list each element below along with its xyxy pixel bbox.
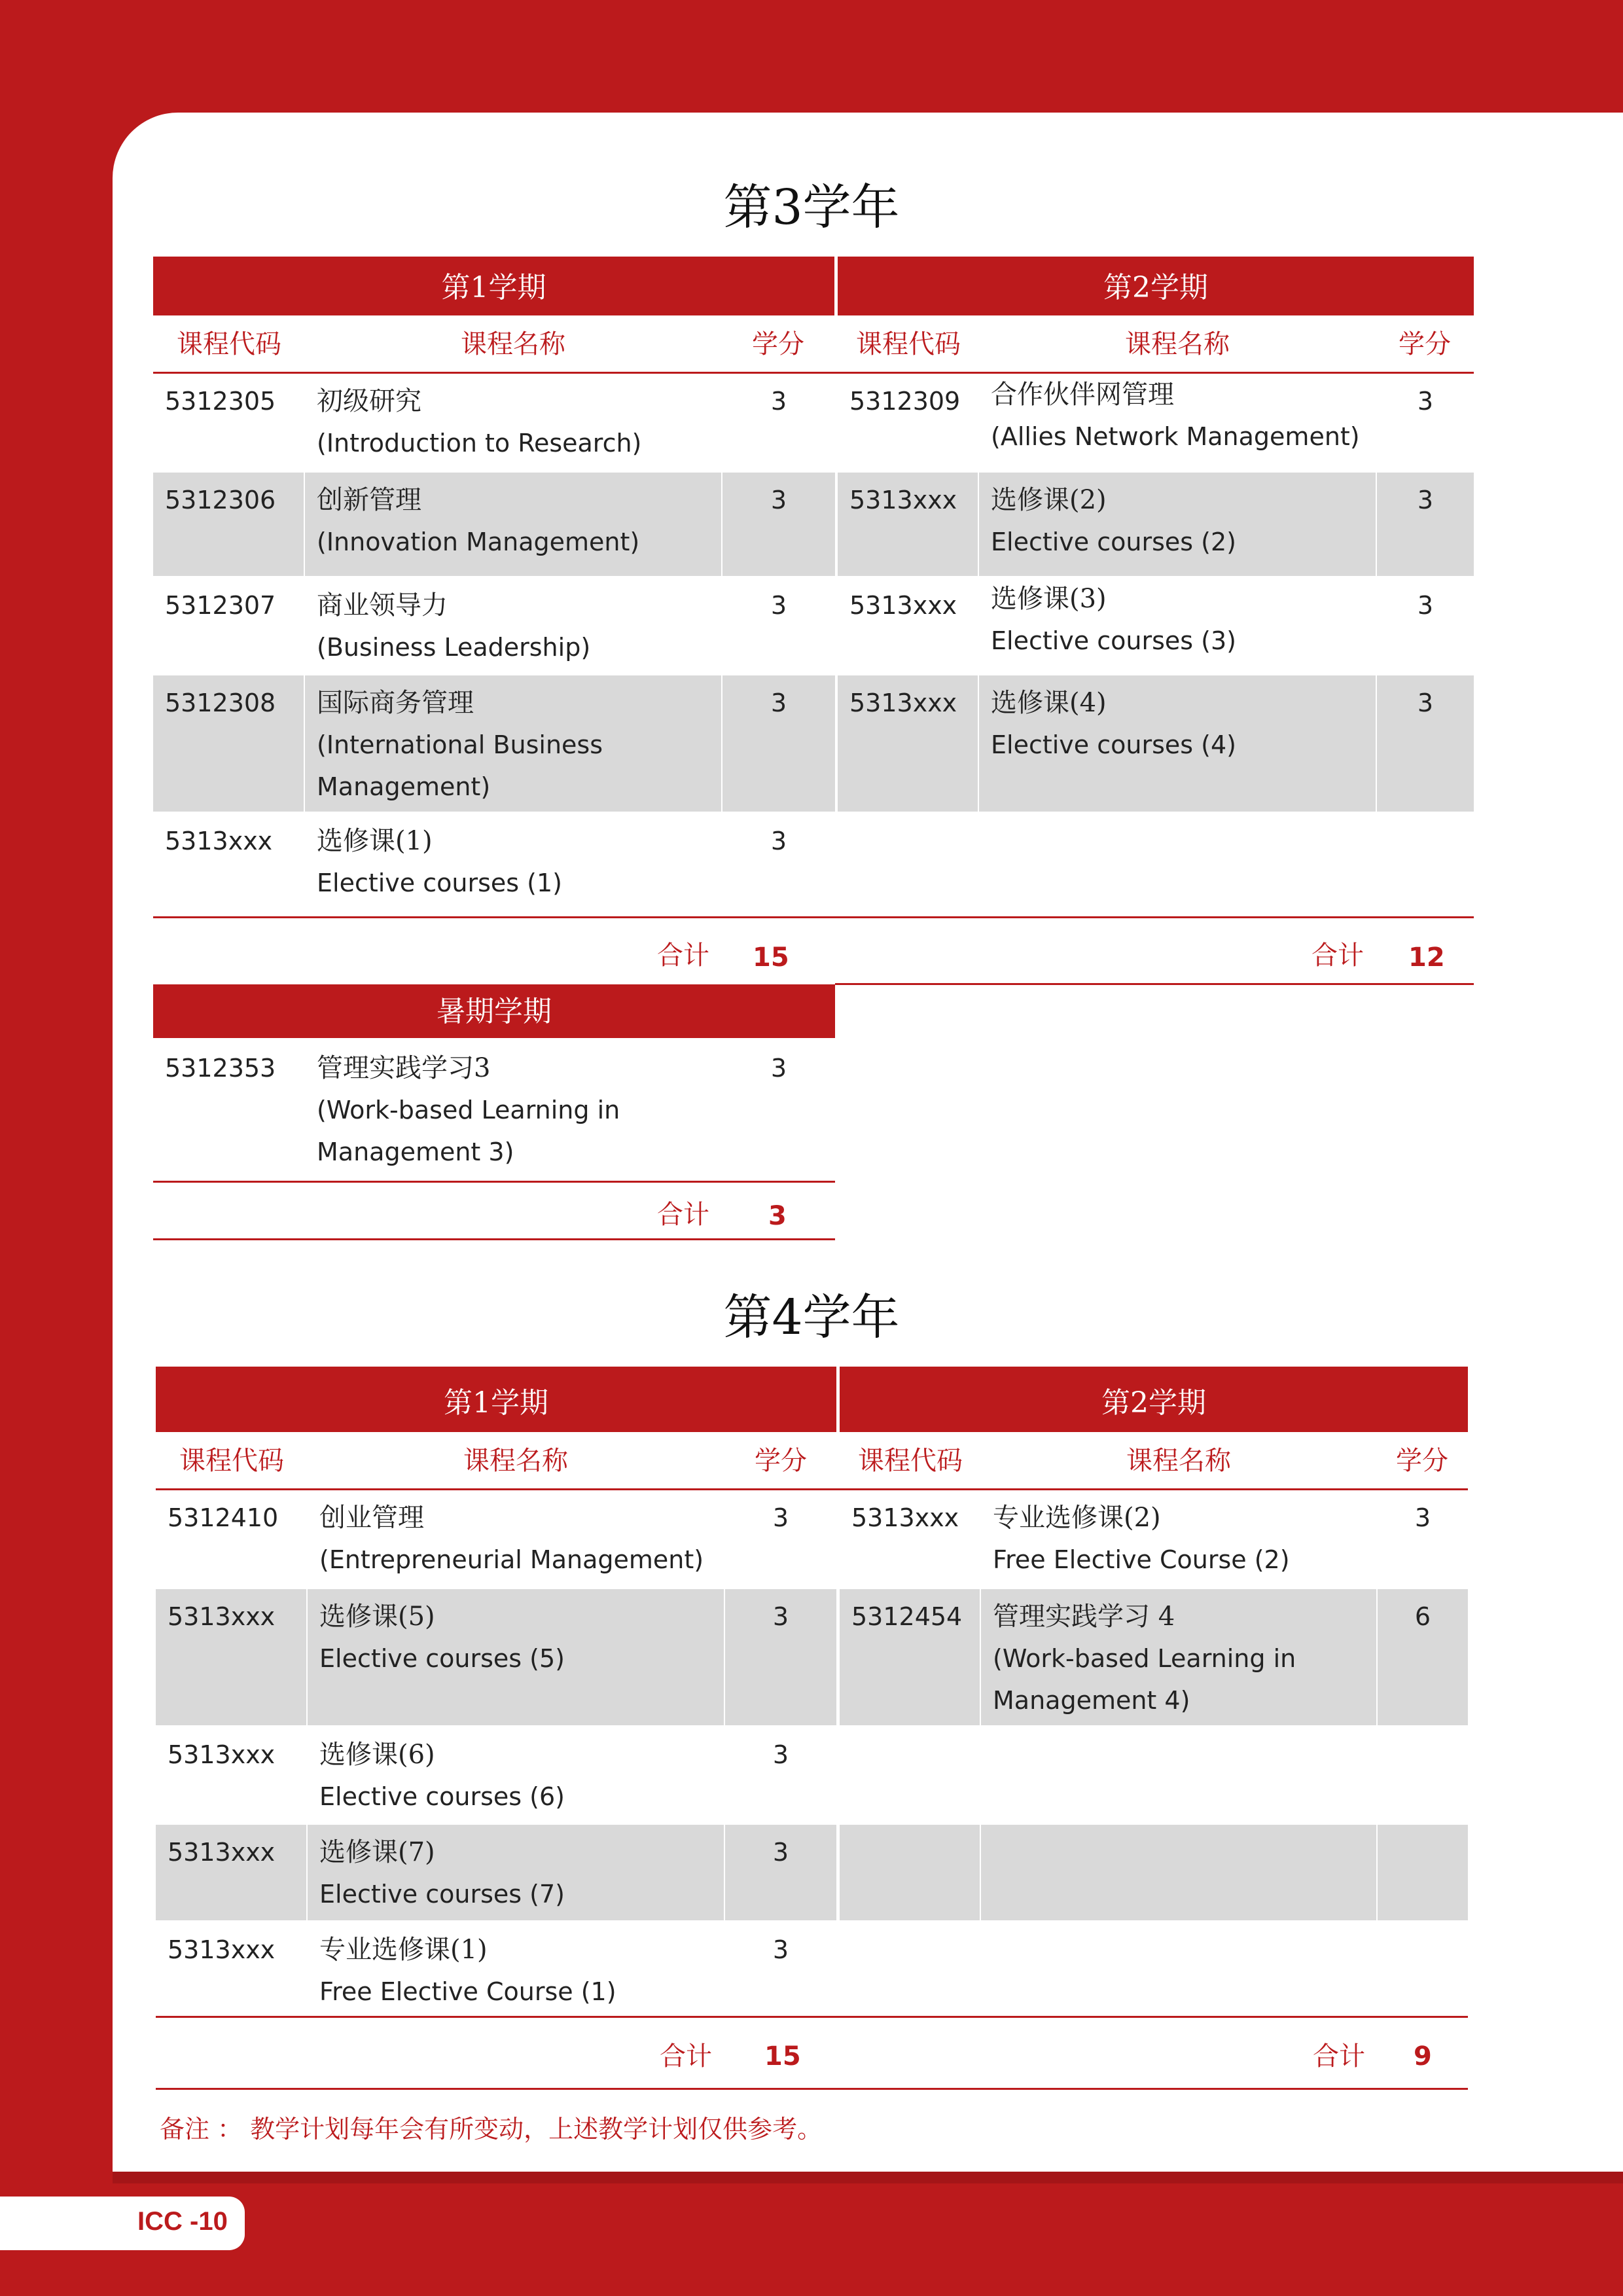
table-row	[156, 1727, 836, 1823]
course-name	[308, 1922, 724, 2015]
course-name-zh: 选修课(5)	[319, 1602, 435, 1632]
course-name	[308, 1825, 724, 1920]
page-number: ICC -10	[137, 2207, 228, 2236]
table-row-empty	[840, 1825, 1468, 1920]
year4-sem2-header: 第2学期	[840, 1367, 1468, 1432]
course-code: 5313xxx	[851, 1503, 959, 1532]
table-row	[153, 374, 835, 471]
course-name	[308, 1589, 724, 1725]
course-name-zh: 专业选修课(1)	[319, 1935, 488, 1965]
year4-sem2-col-name: 课程名称	[1126, 1446, 1231, 1476]
course-code: 5312308	[153, 675, 304, 812]
course-name-en: (International Business Management)	[317, 730, 603, 801]
year4-sem1-header: 第1学期	[156, 1367, 836, 1432]
course-name-zh: 商业领导力	[317, 590, 448, 620]
year3-sem1-total: 15	[753, 942, 789, 973]
course-credit: 3	[772, 1935, 789, 1964]
course-name	[305, 814, 721, 915]
course-credit: 3	[725, 1825, 836, 1920]
course-credit: 3	[725, 1589, 836, 1725]
year3-summer-total: 3	[768, 1201, 787, 1231]
course-name-en: Free Elective Course (1)	[319, 1977, 616, 2006]
course-name-en: Elective courses (6)	[319, 1782, 565, 1811]
course-credit: 3	[770, 1054, 787, 1083]
year3-sem1-total-label: 合计	[657, 941, 709, 971]
course-name-en: (Innovation Management)	[317, 528, 640, 556]
year4-sem1-col-credit: 学分	[755, 1446, 807, 1476]
year3-summer-header: 暑期学期	[153, 984, 835, 1038]
year3-sem2-header: 第2学期	[838, 257, 1474, 315]
course-code: 5312305	[165, 387, 276, 416]
course-credit: 3	[1377, 675, 1474, 812]
course-name-en: (Introduction to Research)	[317, 429, 642, 457]
table-row	[838, 473, 1474, 576]
course-name-zh: 选修课(7)	[319, 1837, 435, 1867]
table-row	[153, 578, 835, 673]
course-name-en: Free Elective Course (2)	[993, 1545, 1290, 1574]
year4-sem2-total-label: 合计	[1313, 2041, 1365, 2072]
course-name-zh: 选修课(3)	[991, 584, 1107, 614]
course-name-zh: 选修课(1)	[317, 826, 433, 856]
table-row	[156, 1825, 836, 1920]
year3-sem1-header: 第1学期	[153, 257, 834, 315]
course-name-zh: 合作伙伴网管理	[991, 380, 1174, 410]
course-name-zh: 国际商务管理	[317, 688, 474, 718]
course-name-en: Elective courses (2)	[991, 528, 1236, 556]
course-name	[305, 1041, 721, 1179]
course-credit: 3	[722, 675, 835, 812]
course-name-en: Elective courses (1)	[317, 869, 562, 897]
course-name-en: (Business Leadership)	[317, 633, 591, 662]
year4-sem2-col-credit: 学分	[1396, 1446, 1448, 1476]
course-credit: 3	[770, 591, 787, 620]
year4-sem1-total: 15	[764, 2041, 801, 2072]
course-name-zh: 初级研究	[317, 386, 421, 416]
course-code: 5313xxx	[168, 1740, 276, 1769]
year3-summer-rule	[153, 1181, 835, 1183]
course-code: 5313xxx	[165, 827, 273, 855]
year4-sem2-total: 9	[1414, 2041, 1432, 2072]
course-name-zh: 创新管理	[317, 485, 421, 515]
year4-sem1-total-label: 合计	[660, 2041, 712, 2072]
course-name-zh: 选修课(2)	[991, 485, 1107, 515]
course-name	[979, 675, 1376, 812]
table-row	[838, 675, 1474, 812]
course-credit: 3	[772, 1503, 789, 1532]
course-name	[979, 473, 1376, 576]
course-name-en: Elective courses (4)	[991, 730, 1236, 759]
year3-summer-total-rule	[153, 1238, 835, 1240]
year3-sem1-col-code: 课程代码	[177, 329, 281, 359]
course-name-en: (Work-based Learning in Management 3)	[317, 1096, 620, 1166]
course-credit: 6	[1378, 1589, 1468, 1725]
table-row	[840, 1490, 1468, 1587]
table-row	[153, 1041, 835, 1179]
course-name-en: Elective courses (5)	[319, 1644, 565, 1673]
year3-title: 第3学年	[723, 179, 900, 236]
table-row	[156, 1490, 836, 1587]
year3-sem2-total: 12	[1408, 942, 1445, 973]
course-name	[305, 374, 721, 471]
course-credit: 3	[1417, 591, 1434, 620]
empty-cell	[1378, 1825, 1468, 1920]
course-credit: 3	[770, 827, 787, 855]
table-row	[156, 1922, 836, 2015]
course-name	[979, 374, 1376, 471]
card-shadow	[113, 2172, 1623, 2183]
course-name	[305, 578, 721, 673]
course-name-zh: 选修课(4)	[991, 688, 1107, 718]
course-name	[308, 1490, 724, 1587]
course-credit: 3	[1417, 387, 1434, 416]
course-name-zh: 选修课(6)	[319, 1740, 435, 1770]
course-name-en: (Work-based Learning in Management 4)	[993, 1644, 1296, 1715]
table-row	[153, 675, 835, 812]
year4-total-rule-top	[156, 2016, 1468, 2018]
year3-total-rule-top	[153, 916, 1474, 918]
course-code: 5313xxx	[156, 1825, 306, 1920]
course-name-zh: 专业选修课(2)	[993, 1503, 1161, 1533]
course-credit: 3	[770, 387, 787, 416]
year3-sem2-col-code: 课程代码	[856, 329, 961, 359]
course-code: 5313xxx	[849, 591, 957, 620]
table-row	[838, 578, 1474, 673]
course-name-zh: 管理实践学习3	[317, 1053, 491, 1083]
course-name-en: Elective courses (3)	[991, 626, 1236, 655]
course-code: 5312410	[168, 1503, 279, 1532]
empty-cell	[840, 1825, 980, 1920]
course-name	[981, 1589, 1376, 1725]
course-credit: 3	[722, 473, 835, 576]
course-name	[305, 675, 721, 812]
course-name	[981, 1490, 1376, 1587]
course-code: 5312353	[165, 1054, 276, 1083]
table-row	[840, 1589, 1468, 1725]
course-code: 5312306	[153, 473, 304, 576]
year3-sem1-col-name: 课程名称	[461, 329, 565, 359]
course-code: 5313xxx	[838, 473, 978, 576]
course-credit: 3	[772, 1740, 789, 1769]
course-credit: 3	[1414, 1503, 1431, 1532]
year4-sem1-col-name: 课程名称	[463, 1446, 568, 1476]
course-name-en: (Allies Network Management)	[991, 422, 1360, 451]
year3-sem2-col-name: 课程名称	[1125, 329, 1230, 359]
year3-summer-total-label: 合计	[657, 1200, 709, 1230]
table-row	[156, 1589, 836, 1725]
year4-sem1-col-code: 课程代码	[179, 1446, 284, 1476]
year3-sem2-col-credit: 学分	[1399, 329, 1451, 359]
course-credit: 3	[1377, 473, 1474, 576]
table-row	[838, 374, 1474, 471]
course-code: 5312454	[840, 1589, 980, 1725]
course-code: 5312309	[849, 387, 961, 416]
empty-cell	[981, 1825, 1376, 1920]
year4-total-rule-bottom	[156, 2088, 1468, 2090]
year4-sem2-col-code: 课程代码	[858, 1446, 963, 1476]
course-name	[308, 1727, 724, 1823]
course-code: 5313xxx	[838, 675, 978, 812]
course-name-en: Elective courses (7)	[319, 1880, 565, 1909]
course-code: 5312307	[165, 591, 276, 620]
year3-sem1-col-credit: 学分	[752, 329, 804, 359]
table-row	[153, 473, 835, 576]
footnote: 备注 ： 教学计划每年会有所变动，上述教学计划仅供参考。	[160, 2115, 823, 2144]
year3-sem2-total-label: 合计	[1311, 941, 1364, 971]
year3-sem2-total-rule	[835, 983, 1474, 985]
course-name-zh: 管理实践学习 4	[993, 1602, 1175, 1632]
course-name-zh: 创业管理	[319, 1503, 424, 1533]
course-name	[305, 473, 721, 576]
course-code: 5313xxx	[168, 1935, 276, 1964]
course-name	[979, 578, 1376, 673]
course-name-en: (Entrepreneurial Management)	[319, 1545, 704, 1574]
table-row	[153, 814, 835, 915]
year4-title: 第4学年	[723, 1289, 900, 1346]
course-code: 5313xxx	[156, 1589, 306, 1725]
